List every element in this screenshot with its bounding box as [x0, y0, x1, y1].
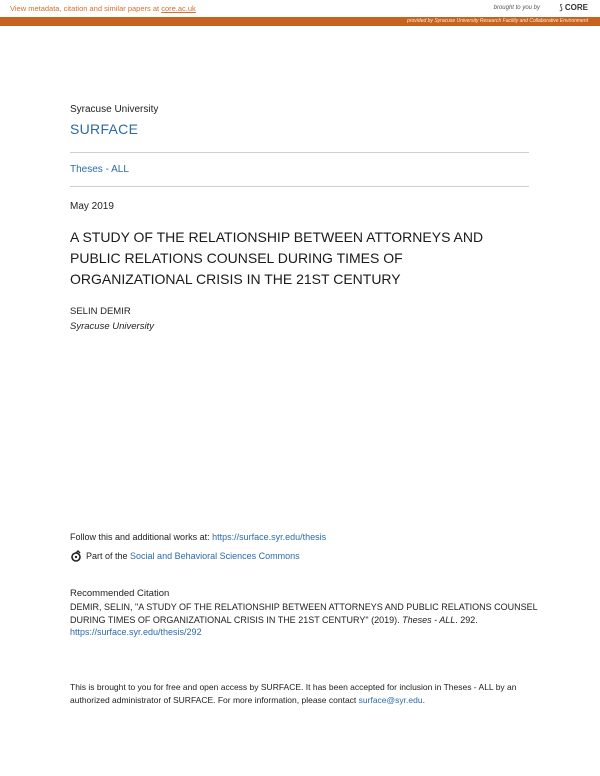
- core-logo[interactable]: [559, 3, 588, 12]
- brought-to-you-label: brought to you by: [493, 5, 540, 11]
- core-logo-icon: ⟆: [559, 3, 563, 12]
- repository-name[interactable]: SURFACE: [70, 121, 139, 137]
- thesis-title: A STUDY OF THE RELATIONSHIP BETWEEN ATTORNEYS AND PUBLIC RELATIONS COUNSEL DURING TIMES OF ORGANIZATIONAL CRISIS IN THE 21ST CENTURY: [70, 229, 484, 287]
- part-of-line: [70, 550, 300, 562]
- core-header-bar: [0, 0, 600, 17]
- citation-series: Theses - ALL: [402, 614, 456, 625]
- institution-name: Syracuse University: [70, 104, 159, 115]
- author-name: SELIN DEMIR: [70, 306, 131, 317]
- divider-top: [70, 152, 529, 153]
- contact-email-link[interactable]: surface@syr.edu: [358, 694, 423, 705]
- commons-link[interactable]: Social and Behavioral Sciences Commons: [130, 551, 300, 561]
- author-affiliation: Syracuse University: [70, 321, 154, 332]
- core-ac-uk-link[interactable]: core.ac.uk: [161, 4, 196, 13]
- citation-number: . 292.: [455, 614, 478, 625]
- recommended-citation-heading: Recommended Citation: [70, 588, 170, 599]
- collection-link[interactable]: Theses - ALL: [70, 164, 129, 175]
- metadata-prefix: View metadata, citation and similar papers at: [10, 4, 162, 13]
- provider-bar: [0, 17, 600, 26]
- metadata-link[interactable]: [10, 4, 196, 13]
- core-logo-text: CORE: [564, 3, 588, 12]
- access-notice: [70, 681, 540, 706]
- part-of-prefix: Part of the: [86, 551, 128, 561]
- notice-text: This is brought to you for free and open access by SURFACE. It has been accepted for inclusion in Theses - ALL by an authorized administrator of SURFACE. For more information, please contact: [70, 682, 517, 705]
- divider-bottom: [70, 186, 529, 187]
- open-access-icon: [70, 550, 82, 562]
- publication-date: May 2019: [70, 201, 114, 212]
- notice-end: .: [422, 694, 425, 705]
- thesis-collection-url[interactable]: https://surface.syr.edu/thesis: [212, 532, 327, 542]
- follow-line: [70, 532, 326, 542]
- citation-body: DEMIR, SELIN, "A STUDY OF THE RELATIONSHIP BETWEEN ATTORNEYS AND PUBLIC RELATIONS COUNSEL DURING TIMES OF ORGANIZATIONAL CRISIS IN THE 21ST CENTURY" (2019).: [70, 602, 538, 625]
- citation-text: [70, 601, 540, 639]
- citation-url[interactable]: https://surface.syr.edu/thesis/292: [70, 627, 202, 637]
- provided-by-label: provided by Syracuse University Research Facility and Collaborative Environment: [407, 18, 588, 24]
- follow-prefix: Follow this and additional works at:: [70, 532, 213, 542]
